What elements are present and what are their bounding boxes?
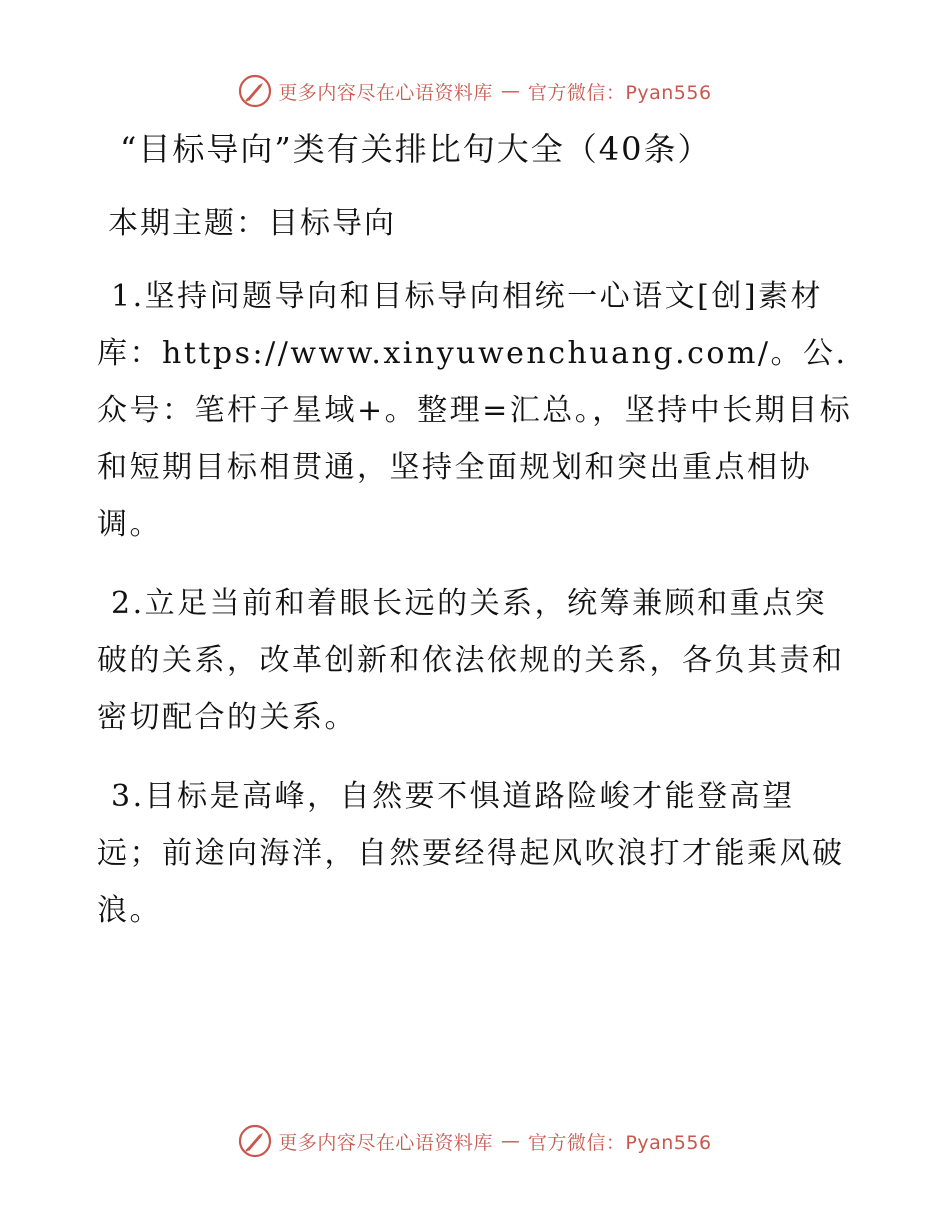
watermark-text: 更多内容尽在心语资料库 [278, 1131, 493, 1154]
watermark-separator: — [500, 1130, 520, 1152]
paragraph-2: 2.立足当前和着眼长远的关系，统筹兼顾和重点突破的关系，改革创新和依法依规的关系，各负其责和密切配合的关系。 [97, 586, 845, 735]
watermark-contact: 官方微信：Pyan556 [527, 81, 712, 104]
watermark-text: 更多内容尽在心语资料库 [278, 81, 493, 104]
watermark-contact: 官方微信：Pyan556 [527, 1131, 712, 1154]
document-title: “目标导向”类有关排比句大全（40条） [120, 130, 712, 168]
header-watermark [0, 74, 950, 108]
footer-watermark [0, 1124, 950, 1158]
subject-line: 本期主题：目标导向 [108, 206, 396, 241]
paragraph-1: 1.坚持问题导向和目标导向相统一心语文[创]素材库：https://www.xinyuwenchuang.com/。公.众号：笔杆子星域+。整理=汇总。，坚持中长期目标和短期目标相贯通，坚持全面规划和突出重点相协调。 [97, 279, 853, 542]
paragraph-3: 3.目标是高峰，自然要不惧道路险峻才能登高望远；前途向海洋，自然要经得起风吹浪打才能乘风破浪。 [97, 779, 845, 928]
watermark-separator: — [500, 80, 520, 102]
quill-pen-icon [238, 74, 272, 108]
document-body [97, 268, 853, 961]
quill-pen-icon [238, 1124, 272, 1158]
